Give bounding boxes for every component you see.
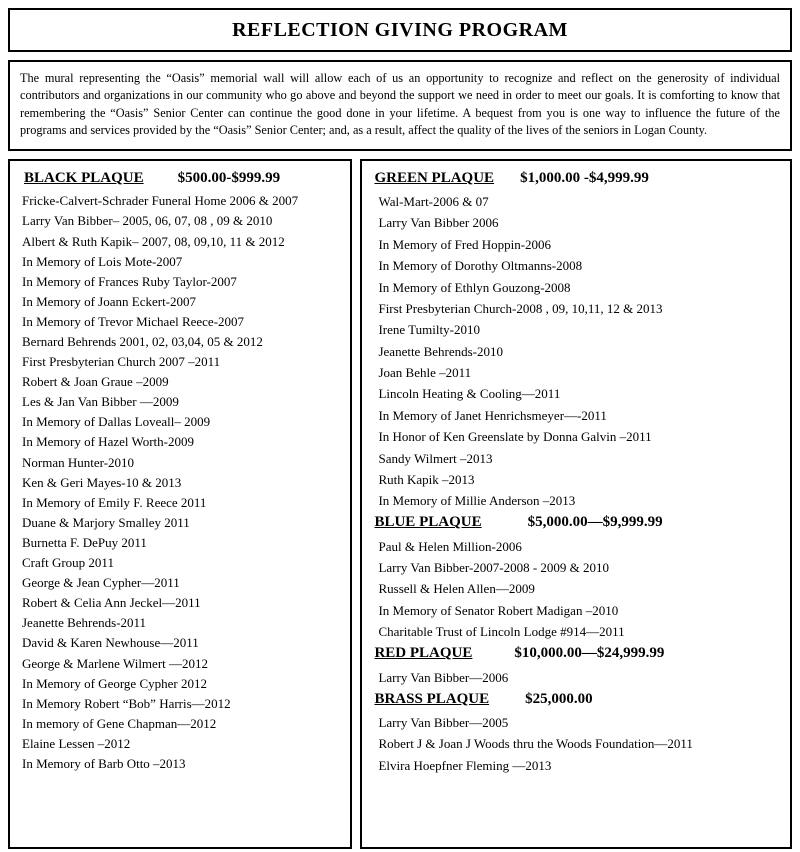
donor-entry: In Memory of Barb Otto –2013 (22, 755, 186, 771)
plaque-name: BLUE PLAQUE (374, 514, 482, 531)
donor-entry: Bernard Behrends 2001, 02, 03,04, 05 & 2012 (22, 334, 263, 350)
intro-paragraph-box (8, 60, 792, 151)
donor-entry: Larry Van Bibber—2006 (378, 669, 509, 685)
donor-entry: Larry Van Bibber 2006 (378, 215, 499, 231)
donor-entry: Charitable Trust of Lincoln Lodge #914—2011 (378, 624, 625, 640)
plaque-name: BRASS PLAQUE (374, 690, 490, 707)
donor-entry: Jeanette Behrends-2011 (22, 615, 147, 631)
donor-entry: In Memory of Senator Robert Madigan –2010 (378, 602, 619, 618)
donor-entry: In Memory of Janet Henrichsmeyer—-2011 (378, 407, 607, 423)
plaque-heading (372, 170, 782, 187)
donor-entry: First Presbyterian Church 2007 –2011 (22, 354, 221, 370)
plaque-columns (8, 159, 792, 849)
donor-entry: Duane & Marjory Smalley 2011 (22, 514, 190, 530)
donor-entry: In memory of Gene Chapman—2012 (22, 715, 217, 731)
donor-entry: Norman Hunter-2010 (22, 454, 135, 470)
intro-paragraph: The mural representing the “Oasis” memorial wall will allow each of us an opportunity to recognize and reflect on the generosity of individual contributors and organizations in our community who go above and beyond the support we need in order to meet our goals. It is comforting to know that remembering the “Oasis” Senior Center can continue the good done in your lifetime. A bequest from you is one way to influence the future of the programs and services provided by the “Oasis” Senior Center; and, as a result, affect the quality of the lives of the seniors in Logan County. (20, 71, 780, 138)
donor-entry: Les & Jan Van Bibber —2009 (22, 394, 179, 410)
plaque-heading (372, 514, 782, 531)
donor-entry: In Memory of Frances Ruby Taylor-2007 (22, 273, 237, 289)
donor-entry: In Memory of Joann Eckert-2007 (22, 293, 197, 309)
donor-entry: In Memory of Emily F. Reece 2011 (22, 494, 207, 510)
donor-entry: In Memory Robert “Bob” Harris—2012 (22, 695, 231, 711)
plaque-amount-range: $25,000.00 (525, 690, 593, 707)
plaque-name: BLACK PLAQUE (24, 169, 144, 186)
right-column (360, 159, 792, 849)
donor-entry: Craft Group 2011 (22, 555, 114, 571)
plaque-heading (372, 645, 782, 662)
donor-entry: George & Marlene Wilmert —2012 (22, 655, 209, 671)
plaque-heading (20, 170, 342, 187)
donor-entry: In Memory of Fred Hoppin-2006 (378, 236, 552, 252)
donor-entry: In Memory of Millie Anderson –2013 (378, 493, 576, 509)
donor-entry: Robert & Celia Ann Jeckel—2011 (22, 595, 201, 611)
donor-entry: Jeanette Behrends-2010 (378, 343, 504, 359)
donor-entry: Burnetta F. DePuy 2011 (22, 534, 147, 550)
donor-entry: Fricke-Calvert-Schrader Funeral Home 2006 & 2007 (22, 193, 299, 209)
donor-entry: Larry Van Bibber—2005 (378, 714, 509, 730)
plaque-heading (372, 691, 782, 708)
donor-entry: Larry Van Bibber-2007-2008 - 2009 & 2010 (378, 560, 610, 575)
page-title: REFLECTION GIVING PROGRAM (232, 18, 568, 41)
plaque-name: GREEN PLAQUE (374, 169, 495, 186)
donor-entry: In Memory of George Cypher 2012 (22, 675, 207, 691)
plaque-amount-range: $10,000.00—$24,999.99 (514, 645, 665, 662)
donor-entry: Russell & Helen Allen—2009 (378, 581, 535, 597)
donor-entry: In Memory of Ethlyn Gouzong-2008 (378, 279, 571, 295)
donor-entry: In Memory of Trevor Michael Reece-2007 (22, 313, 245, 329)
document-title-box (8, 8, 792, 52)
donor-entry: Larry Van Bibber– 2005, 06, 07, 08 , 09 & 2010 (22, 213, 273, 229)
donor-entry: Robert & Joan Graue –2009 (22, 374, 169, 390)
donor-entry: In Memory of Dorothy Oltmanns-2008 (378, 258, 583, 274)
donor-entry: Elaine Lessen –2012 (22, 735, 131, 751)
donor-entry: David & Karen Newhouse—2011 (22, 635, 199, 651)
donor-entry: Ken & Geri Mayes-10 & 2013 (22, 474, 182, 490)
donor-entry: George & Jean Cypher—2011 (22, 575, 180, 591)
donor-entry: First Presbyterian Church-2008 , 09, 10,11, 12 & 2013 (378, 300, 663, 316)
donor-entry: Albert & Ruth Kapik– 2007, 08, 09,10, 11 & 2012 (22, 233, 285, 249)
donor-entry: In Honor of Ken Greenslate by Donna Galvin –2011 (378, 429, 652, 445)
donor-entry: Ruth Kapik –2013 (378, 471, 475, 487)
left-column (8, 159, 352, 849)
donor-entry: Wal-Mart-2006 & 07 (378, 194, 489, 209)
plaque-amount-range: $1,000.00 -$4,999.99 (520, 169, 649, 186)
donor-entry: Irene Tumilty-2010 (378, 322, 480, 338)
donor-entry: In Memory of Dallas Loveall– 2009 (22, 414, 211, 430)
donor-entry: Robert J & Joan J Woods thru the Woods Foundation—2011 (378, 736, 693, 752)
donor-entry: Sandy Wilmert –2013 (378, 450, 493, 466)
plaque-name: RED PLAQUE (374, 645, 473, 662)
donor-entry: Paul & Helen Million-2006 (378, 538, 522, 554)
donor-entry: In Memory of Lois Mote-2007 (22, 253, 183, 269)
plaque-amount-range: $5,000.00—$9,999.99 (527, 514, 663, 531)
donor-entry: Joan Behle –2011 (378, 365, 472, 380)
donor-entry: Lincoln Heating & Cooling—2011 (378, 386, 561, 402)
plaque-amount-range: $500.00-$999.99 (177, 169, 281, 186)
donor-entry: Elvira Hoepfner Fleming —2013 (378, 757, 552, 773)
donor-entry: In Memory of Hazel Worth-2009 (22, 434, 195, 450)
